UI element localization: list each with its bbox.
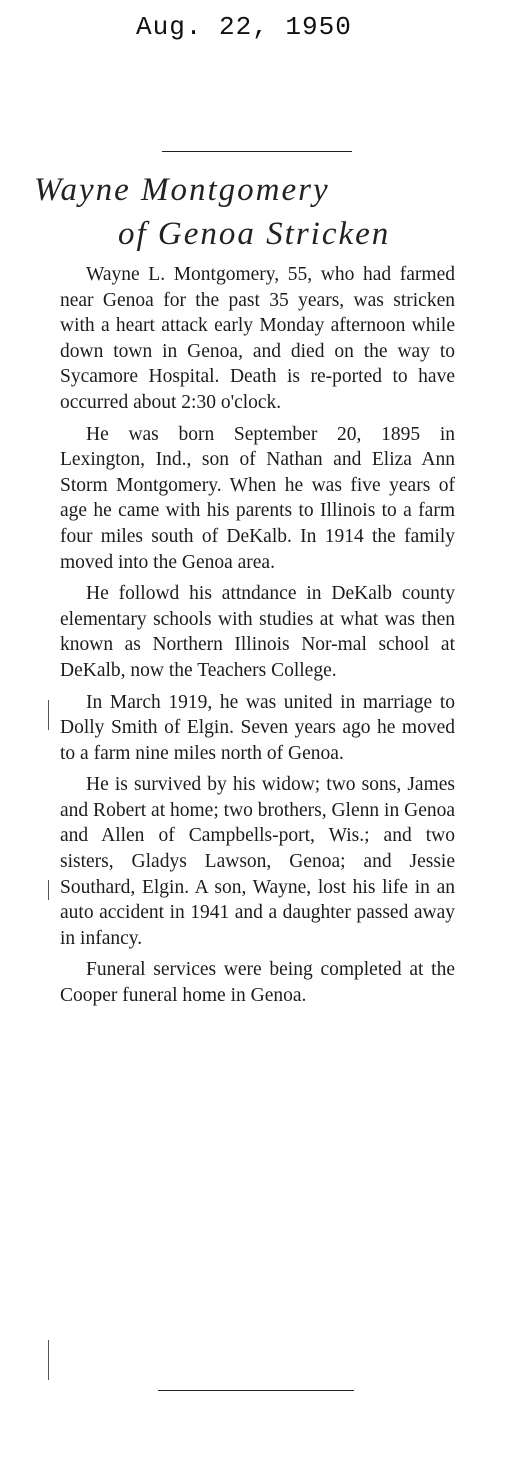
- paragraph-funeral: Funeral services were being completed at the Cooper funeral home in Genoa.: [60, 959, 455, 1007]
- paragraph-survivors: He is survived by his widow; two sons, James and Robert at home; two brothers, Glenn in Genoa and Allen of Campbells-port, Wis.; and two sisters, Gladys Lawson, Genoa; and Jessie Southard, Elgin. A son, Wayne, lost his life in an auto accident in 1941 and a daughter passed away in infancy.: [60, 774, 455, 949]
- headline-line-1: Wayne Montgomery: [34, 172, 330, 208]
- paragraph-education: He followd his attndance in DeKalb county elementary schools with studies at what was then known as Northern Illinois Nor-mal school at DeKalb, now the Teachers College.: [60, 583, 455, 681]
- paragraph-birth: He was born September 20, 1895 in Lexington, Ind., son of Nathan and Eliza Ann Storm Montgomery. When he was five years of age he came with his parents to Illinois to a farm four miles south of DeKalb. In 1914 the family moved into the Genoa area.: [60, 423, 455, 573]
- top-rule: [162, 151, 352, 152]
- margin-scan-marks: [48, 700, 50, 1390]
- article-body: [60, 262, 455, 1015]
- paragraph-marriage: In March 1919, he was united in marriage to Dolly Smith of Elgin. Seven years ago he moved to a farm nine miles north of Genoa.: [60, 691, 455, 764]
- headline-line-2: of Genoa Stricken: [118, 216, 391, 252]
- paragraph-death: Wayne L. Montgomery, 55, who had farmed near Genoa for the past 35 years, was stricken with a heart attack early Monday afternoon while down town in Genoa, and died on the way to Sycamore Hospital. Death is re-ported to have occurred about 2:30 o'clock.: [60, 264, 455, 413]
- date-stamp: Aug. 22, 1950: [136, 12, 352, 42]
- bottom-rule: [158, 1390, 354, 1391]
